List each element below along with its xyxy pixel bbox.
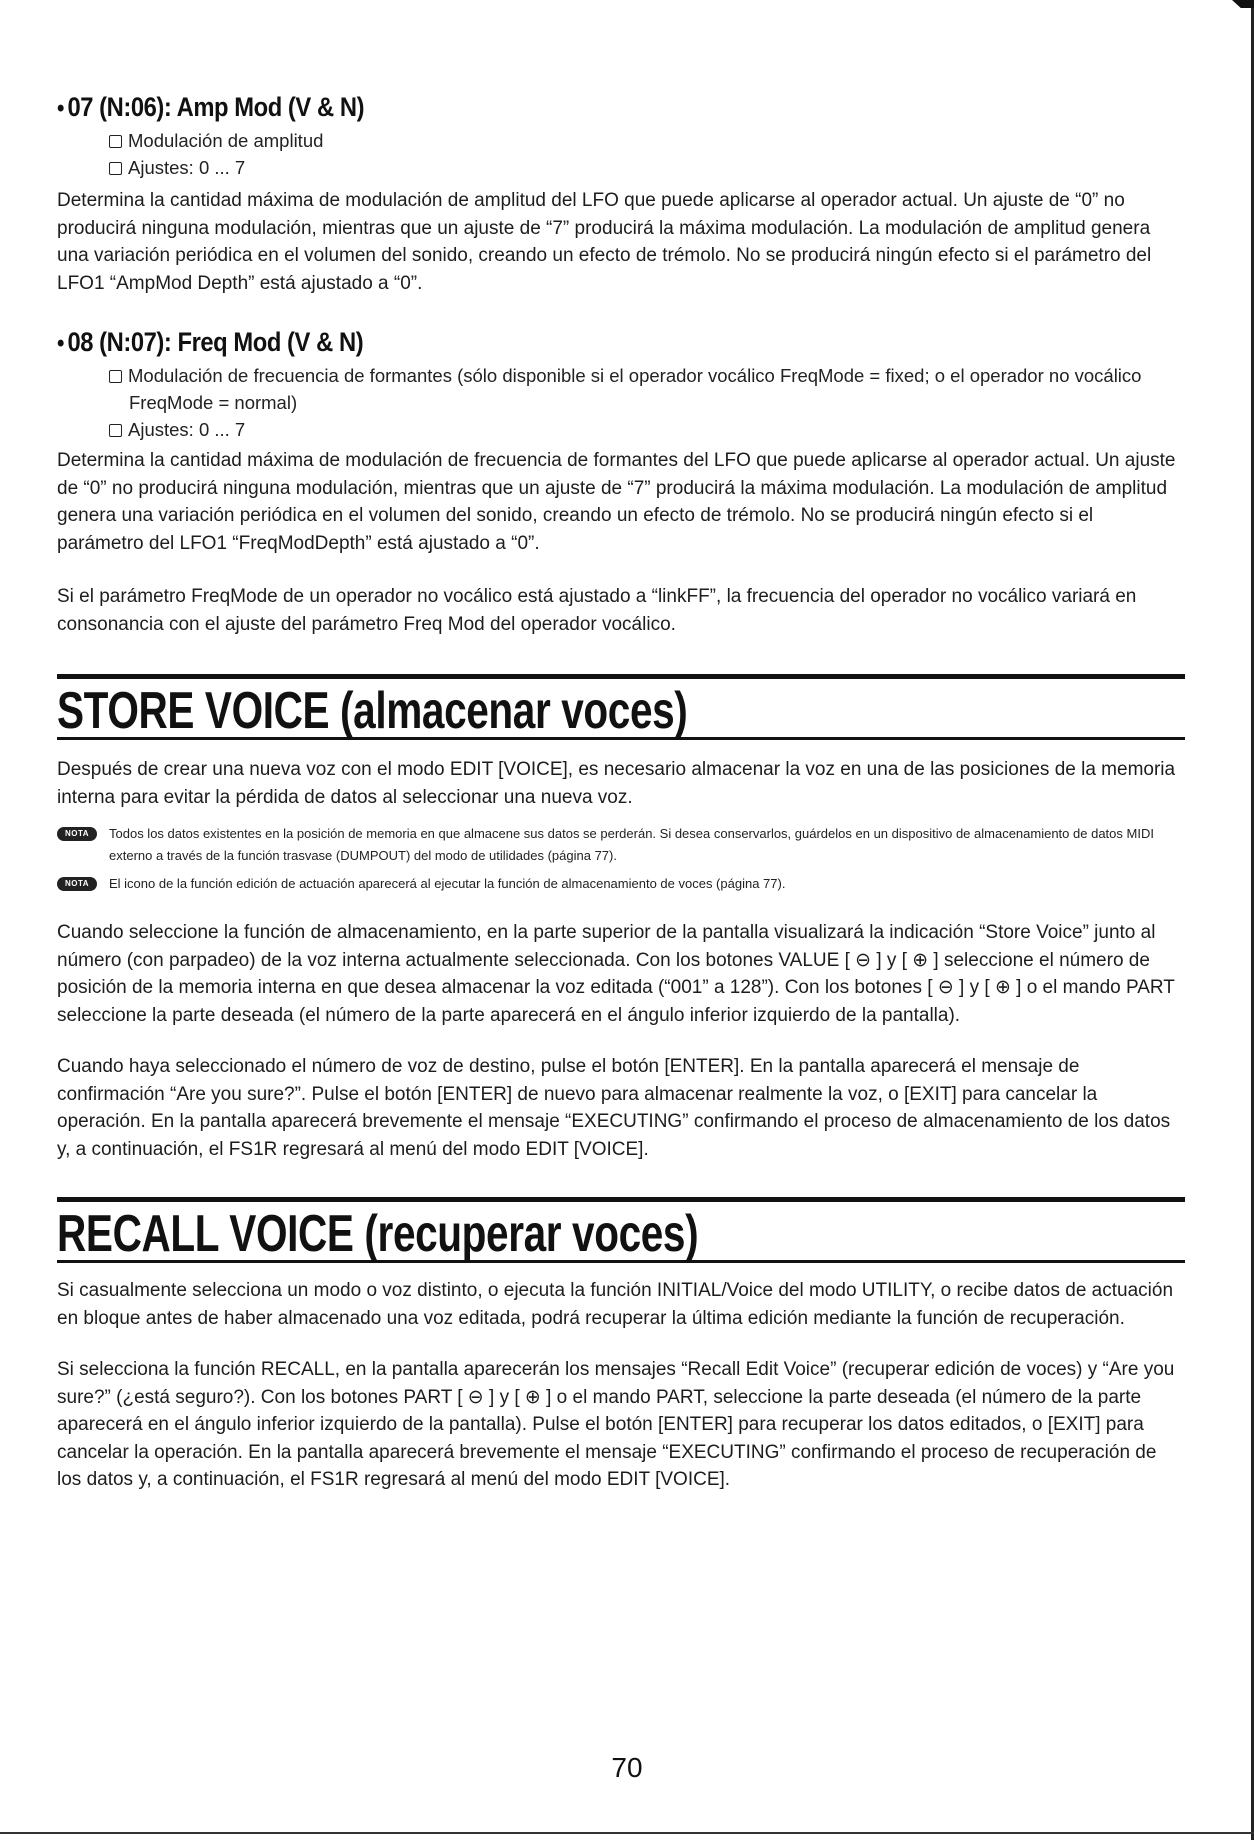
recall-paragraph-2: Si selecciona la función RECALL, en la pantalla aparecerán los mensajes “Recall Edit Voice” (recuperar edición de voces) y “Are you sure?” (¿está seguro?). Con los botones PART [ ⊖ ] y [ ⊕ ] o el mando PART, seleccione la parte deseada (el número de la parte aparecerá en el ángulo inferior izquierdo de la pantalla). Pulse el botón [ENTER] para recuperar los datos editados, o [EXIT] para cancelar la operación. En la pantalla aparecerá brevemente el mensaje “EXECUTING” confirmando el proceso de recuperación de los datos y, a continuación, el FS1R regresará al menú del modo EDIT [VOICE]. — [57, 1359, 1175, 1490]
section-rule-top — [57, 1197, 1185, 1202]
checkbox-square-icon — [109, 424, 122, 437]
param-07-item: Ajustes: 0 ... 7 — [109, 154, 1185, 181]
store-note-2: NOTA El icono de la función edición de actuación aparecerá al ejecutar la función de almacenamiento de voces (página 77). — [57, 873, 1185, 895]
param-08-heading: • 08 (N:07): Freq Mod (V & N) — [57, 327, 364, 357]
param-08-body: Determina la cantidad máxima de modulación de frecuencia de formantes del LFO que puede aplicarse al operador actual. Un ajuste de “0” no producirá ninguna modulación, mientras que un ajuste de “7” producirá la máxima modulación. La modulación de amplitud genera una variación periódica en el volumen del sonido, creando un efecto de trémolo. No se producirá ningún efecto si el parámetro del LFO1 “FreqModDepth” está ajustado a “0”. — [57, 450, 1176, 554]
page-number: 70 — [611, 1752, 643, 1783]
note-icon: NOTA — [57, 827, 97, 841]
store-intro: Después de crear una nueva voz con el modo EDIT [VOICE], es necesario almacenar la voz en una de las posiciones de la memoria interna para evitar la pérdida de datos al seleccionar una nueva voz. — [57, 759, 1176, 808]
bullet-icon: • — [57, 95, 64, 122]
recall-voice-title: RECALL VOICE (recuperar voces) — [57, 1205, 699, 1263]
bullet-icon: • — [57, 330, 64, 357]
param-07-block — [57, 92, 1185, 297]
checkbox-square-icon — [109, 370, 122, 383]
page-edge-bottom — [0, 1832, 1254, 1834]
checkbox-square-icon — [109, 135, 122, 148]
recall-paragraph-1: Si casualmente selecciona un modo o voz distinto, o ejecuta la función INITIAL/Voice del modo UTILITY, o recibe datos de actuación en bloque antes de haber almacenado una voz editada, podrá recuperar la última edición mediante la función de recuperación. — [57, 1280, 1174, 1329]
store-paragraph-2: Cuando haya seleccionado el número de voz de destino, pulse el botón [ENTER]. En la pantalla aparecerá el mensaje de confirmación “Are you sure?”. Pulse el botón [ENTER] de nuevo para almacenar realmente la voz, o [EXIT] para cancelar la operación. En la pantalla aparecerá brevemente el mensaje “EXECUTING” confirmando el proceso de almacenamiento de los datos y, a continuación, el FS1R regresará al menú del modo EDIT [VOICE]. — [57, 1056, 1171, 1160]
page-edge-corner — [1232, 0, 1254, 8]
param-08-item: Ajustes: 0 ... 7 — [109, 416, 1185, 443]
param-08-item: Modulación de frecuencia de formantes (sólo disponible si el operador vocálico FreqMode = fixed; o el operador no vocálico FreqMode = normal) — [109, 362, 1185, 416]
param-07-heading: • 07 (N:06): Amp Mod (V & N) — [57, 92, 365, 122]
section-rule-top — [57, 674, 1185, 679]
param-07-item: Modulación de amplitud — [109, 127, 1185, 154]
store-voice-title: STORE VOICE (almacenar voces) — [57, 682, 688, 740]
param-07-body: Determina la cantidad máxima de modulación de amplitud del LFO que puede aplicarse al operador actual. Un ajuste de “0” no producirá ninguna modulación, mientras que un ajuste de “7” producirá la máxima modulación. La modulación de amplitud genera una variación periódica en el volumen del sonido, creando un efecto de trémolo. No se producirá ningún efecto si el parámetro del LFO1 “AmpMod Depth” está ajustado a “0”. — [57, 190, 1152, 294]
store-voice-section — [57, 674, 1185, 1163]
checkbox-square-icon — [109, 162, 122, 175]
store-paragraph-1: Cuando seleccione la función de almacenamiento, en la parte superior de la pantalla visualizará la indicación “Store Voice” junto al número (con parpadeo) de la voz interna actualmente seleccionada. Con los botones VALUE [ ⊖ ] y [ ⊕ ] seleccione el número de posición de la memoria interna en que desea almacenar la voz editada (“001” a 128”). Con los botones [ ⊖ ] y [ ⊕ ] o el mando PART seleccione la parte deseada (el número de la parte aparecerá en el ángulo inferior izquierdo de la pantalla). — [57, 922, 1175, 1026]
store-note-1: NOTA Todos los datos existentes en la posición de memoria en que almacene sus datos se perderán. Si desea conservarlos, guárdelos en un dispositivo de almacenamiento de datos MIDI externo a través de la función trasvase (DUMPOUT) del modo de utilidades (página 77). — [57, 823, 1185, 867]
param-08-block — [57, 327, 1185, 638]
recall-voice-section — [57, 1197, 1185, 1494]
param-08-body-2: Si el parámetro FreqMode de un operador no vocálico está ajustado a “linkFF”, la frecuencia del operador no vocálico variará en consonancia con el ajuste del parámetro Freq Mod del operador vocálico. — [57, 586, 1137, 635]
note-icon: NOTA — [57, 877, 97, 891]
page-content — [57, 92, 1185, 1494]
